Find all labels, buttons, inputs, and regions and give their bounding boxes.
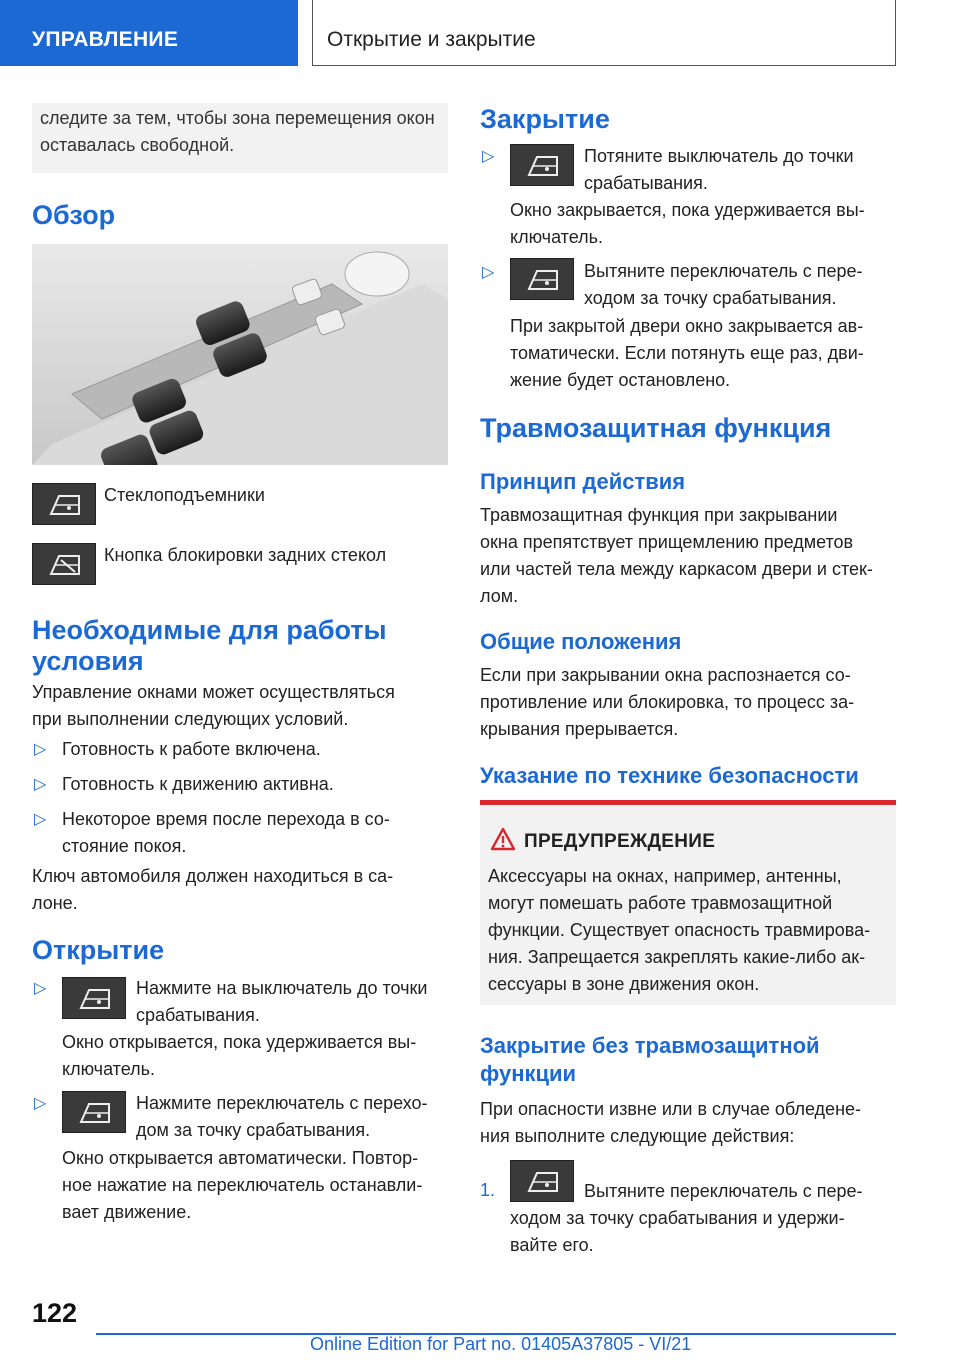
pinch-protection-heading: Травмозащитная функция <box>480 413 832 443</box>
open-step2-result2: ное нажатие на переключатель останавли- <box>62 1175 423 1195</box>
open-step1-result2: ключатель. <box>62 1059 156 1079</box>
rear-window-lock-icon <box>32 543 96 585</box>
section-tab: УПРАВЛЕНИЕ <box>0 0 298 66</box>
key-note-1: Ключ автомобиля должен находиться в са- <box>32 866 394 886</box>
no-pinch-intro-1: При опасности извне или в случае обледене- <box>480 1099 862 1119</box>
open-step1-result1: Окно открывается, пока удерживается вы- <box>62 1032 417 1052</box>
close-step2-result2: томатически. Если потянуть еще раз, дви- <box>510 343 864 363</box>
principle-text-3: или частей тела между каркасом двери и стек- <box>480 559 873 579</box>
legend-label-window: Стеклоподъемники <box>104 485 265 505</box>
open-heading: Открытие <box>32 935 165 965</box>
open-step2-line1: Нажмите переключатель с перехо- <box>136 1093 428 1113</box>
warning-text <box>488 863 892 998</box>
no-pinch-step-line1: Вытяните переключатель с пере- <box>584 1181 863 1201</box>
conditions-intro-2: при выполнении следующих условий. <box>32 709 349 729</box>
principle-heading: Принцип действия <box>480 469 686 494</box>
warning-line: функции. Существует опасность травмирова- <box>488 920 871 940</box>
close-step1-line1: Потяните выключатель до точки <box>584 146 854 166</box>
principle-text-1: Травмозащитная функция при закрывании <box>480 505 838 525</box>
conditions-intro-1: Управление окнами может осуществляться <box>32 682 395 702</box>
close-step1-result2: ключатель. <box>510 227 604 247</box>
close-step2-result3: жение будет остановлено. <box>510 370 731 390</box>
window-switch-icon <box>510 258 574 300</box>
footer-edition: Online Edition for Part no. 01405A37805 - VI/21 <box>310 1334 692 1354</box>
no-pinch-intro-2: ния выполните следующие действия: <box>480 1126 795 1146</box>
open-step2-result3: вает движение. <box>62 1202 192 1222</box>
warning-line: ния. Запрещается закреплять какие-либо ак- <box>488 947 866 967</box>
general-text-3: крывания прерывается. <box>480 719 679 739</box>
page-header <box>0 0 960 66</box>
overview-heading: Обзор <box>32 200 116 230</box>
open-step1-line2: срабатывания. <box>136 1005 260 1025</box>
open-step2-line2: дом за точку срабатывания. <box>136 1120 371 1140</box>
general-text-1: Если при закрывании окна распознается со- <box>480 665 851 685</box>
window-switch-icon <box>510 144 574 186</box>
close-step2-line2: ходом за точку срабатывания. <box>584 288 837 308</box>
principle-text-4: лом. <box>480 586 519 606</box>
open-step2-result1: Окно открывается автоматически. Повтор- <box>62 1148 419 1168</box>
condition-item-cont: стояние покоя. <box>62 836 187 856</box>
bullet-icon: ▷ <box>34 980 47 997</box>
condition-item: Некоторое время после перехода в со- <box>62 809 390 829</box>
warning-box <box>480 800 896 1005</box>
bullet-icon: ▷ <box>34 776 47 793</box>
legend-label-lock: Кнопка блокировки задних стекол <box>104 545 387 565</box>
close-step1-result1: Окно закрывается, пока удерживается вы- <box>510 200 865 220</box>
window-switch-icon <box>62 1091 126 1133</box>
open-step1-line1: Нажмите на выключатель до точки <box>136 978 428 998</box>
principle-text-2: окна препятствует прищемлению предметов <box>480 532 854 552</box>
condition-item: Готовность к работе включена. <box>62 739 321 759</box>
no-pinch-heading-line1: Закрытие без травмозащитной <box>480 1033 820 1058</box>
bullet-icon: ▷ <box>34 741 47 758</box>
warning-title: ПРЕДУПРЕЖДЕНИЕ <box>524 831 716 852</box>
warning-line: Аксессуары на окнах, например, антенны, <box>488 866 842 886</box>
general-heading: Общие положения <box>480 629 682 654</box>
conditions-heading-line2: условия <box>32 646 144 676</box>
general-text-2: противление или блокировка, то процесс за- <box>480 692 855 712</box>
bullet-icon: ▷ <box>34 811 47 828</box>
window-switch-icon <box>32 483 96 525</box>
close-step2-line1: Вытяните переключатель с пере- <box>584 261 863 281</box>
window-switch-icon <box>510 1160 574 1202</box>
safety-heading: Указание по технике безопасности <box>480 763 859 788</box>
no-pinch-step-line3: вайте его. <box>510 1235 594 1255</box>
no-pinch-heading-line2: функции <box>480 1061 577 1086</box>
window-switch-icon <box>62 977 126 1019</box>
close-heading: Закрытие <box>480 104 610 134</box>
close-step2-result1: При закрытой двери окно закрывается ав- <box>510 316 864 336</box>
door-panel-illustration <box>32 244 448 465</box>
bullet-icon: ▷ <box>482 264 495 281</box>
key-note-2: лоне. <box>32 893 78 913</box>
no-pinch-step-line2: ходом за точку срабатывания и удержи- <box>510 1208 845 1228</box>
chapter-title: Открытие и закрытие <box>312 0 896 66</box>
note-box: следите за тем, чтобы зона перемещения окон оставалась свободной. <box>32 103 448 173</box>
close-step1-line2: срабатывания. <box>584 173 708 193</box>
bullet-icon: ▷ <box>34 1095 47 1112</box>
step-number: 1. <box>480 1180 496 1200</box>
warning-line: сессуары в зоне движения окон. <box>488 974 760 994</box>
warning-triangle-icon <box>490 827 516 851</box>
condition-item: Готовность к движению активна. <box>62 774 334 794</box>
bullet-icon: ▷ <box>482 148 495 165</box>
warning-line: могут помешать работе травмозащитной <box>488 893 833 913</box>
page-number: 122 <box>32 1298 78 1328</box>
window-switch-photo <box>32 244 448 465</box>
conditions-heading-line1: Необходимые для работы <box>32 615 387 645</box>
